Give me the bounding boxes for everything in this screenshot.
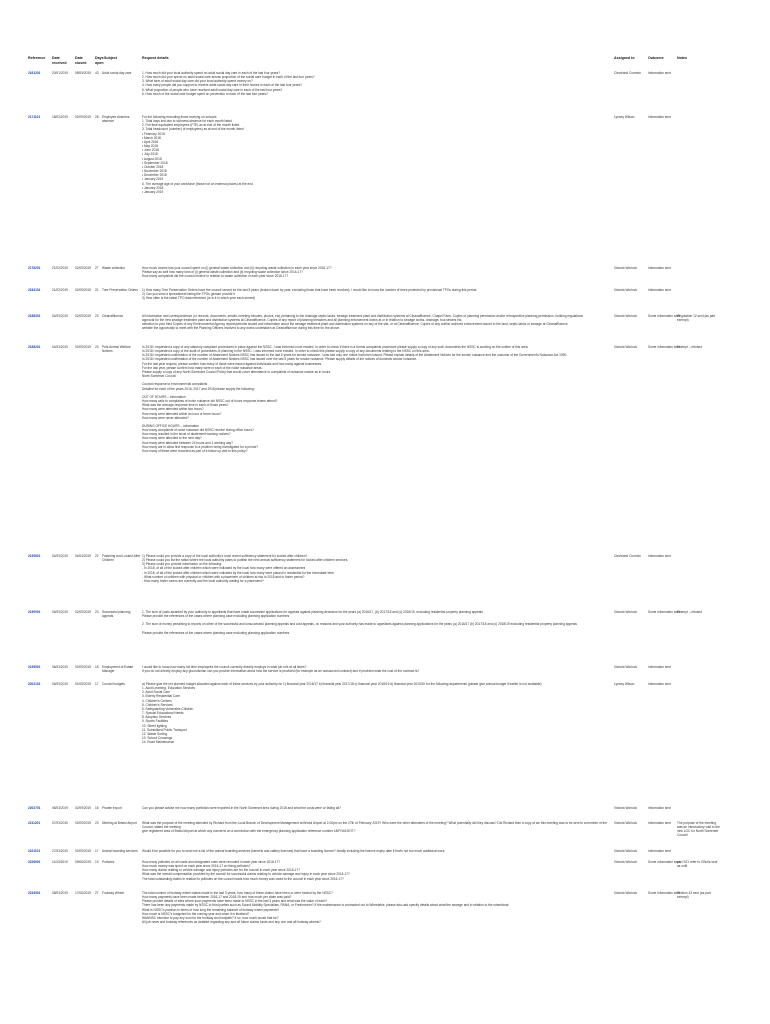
cell-date-received: 21/02/2019 [52,266,68,270]
cell-outcome: Some information sent [648,610,680,614]
cell-date-received: 04/03/2019 [52,554,68,558]
detail-line: • May 2018 [142,144,158,149]
detail-line: What is NSSC's position in terms of how long the remaining balance of footway wheel payments? [142,907,280,912]
cell-request-details [142,665,612,673]
cell-days-open: 43 [95,71,99,75]
cell-assigned-to: Victoria Worlock [614,806,637,810]
detail-line: For the last year request, please confirm how many of those were issued against individuals and how many against businesses. [142,361,323,366]
cell-request-details [142,821,612,833]
cell-reference: 2221101 [28,849,41,853]
cell-request-details [142,345,612,453]
detail-line: 1. The sum of costs awarded by your authority to appellants that have made successful applications for appeals against planning decisions for the years (a) 2016/17, (b) 2017/18 and (c) 2018/19, excluding residential property planning appeals [142,610,483,614]
cell-request-details [142,891,612,924]
cell-subject: Potholes [102,860,115,864]
detail-line: 1) Please could you provide a copy of the local authority's most recent sufficiency statement for looked after children? [142,554,308,558]
cell-reference: 2233901 [28,891,41,895]
header-assigned-to: Assigned to [614,56,635,60]
detail-line: 3) How often is the latest TPO data refreshed (or is it in which year each served) [142,296,256,301]
detail-line: Detailed for each of the years 2016, 2017 and 2018 please supply the following: [142,386,255,391]
cell-subject: Adult social day care [102,71,132,75]
cell-subject: Successful planning appeals [102,610,131,619]
cell-days-open: 28 [95,115,99,119]
cell-date-closed: 02/09/2019 [75,288,91,292]
detail-line: 4. How many people did you support to receive adult social day care in their homes in each of the last four years? [142,83,302,88]
header-outcome: Outcome [648,56,664,60]
cell-request-details [142,860,612,881]
detail-line: 9. Sports Facilities [142,719,169,724]
detail-line: Please provide the references of the cases where planning case excluding planning application numbers [142,630,290,635]
cell-assigned-to: Victoria Worlock [614,665,637,669]
detail-line: There has been any payments made by NSSC to third parties such as Sound Mobility Specialists, PAMA, or Freshmover? If the maintenance is contracted out to Wheelable, please also ask specify details about what the sewage and in relation to the wheelchair [142,903,509,908]
detail-line: 12. Waste Sorting [142,731,168,736]
cell-subject: Meeting at Bristol Airport [102,821,137,825]
detail-line: Council response to environmental complaints [142,382,208,387]
cell-outcome: Some information sent [648,314,680,318]
detail-line: 6. Safeguarding Vulnerable Children [142,706,194,711]
cell-date-closed: 02/09/2019 [75,665,91,669]
detail-line: I would like to know how many full time employees the council currently directly employs in what job role at all times? [142,665,307,669]
cell-date-closed: 02/09/2019 [75,314,91,318]
cell-request-details [142,610,612,635]
detail-line: • August 2018 [142,156,162,161]
cell-subject: Employee sickness absence [102,115,130,124]
cell-reference: 2202101 [28,682,41,686]
cell-days-open: 21 [95,288,99,292]
detail-line: How many were attended within two hours? [142,407,204,412]
cell-date-received: 21/02/2019 [52,288,68,292]
cell-notes: Exempt – refused [677,345,702,349]
cell-assigned-to: Victoria Worlock [614,610,637,614]
detail-line: • December 2018 [142,173,167,178]
detail-line: 1. Total days lost due to sickness absence for each month listed [142,119,232,124]
detail-line: 4. Children's Centres [142,698,172,703]
cell-date-closed: 02/09/2019 [75,345,91,349]
detail-line: In 2018 I requested a copy of any statutory complaint procedures in place against the NSSC. I was informed none existed. In order to check if there is a formal complaints procedure please supply a copy of any such documents the NSSC is working on the outline of this area. [142,345,529,349]
detail-line: 6. How much of the social care budget spent on prevention in each of the last four years? [142,91,268,96]
cell-days-open: 23 [95,610,99,614]
header-days-open: Days open [95,56,104,65]
detail-line: For the following excluding those working on schools [142,115,217,119]
cell-outcome: Information sent [648,821,671,825]
cell-date-closed: 02/09/2019 [75,821,91,825]
detail-line: 13. School Crossings [142,736,173,741]
cell-date-received: 04/03/2019 [52,314,68,318]
detail-line: How many were never attended? [142,415,189,420]
detail-line: WANNSC intention to pay any sum for the footway and footpath? If so, how much would that be? [142,915,279,920]
detail-line: • February 2018 [142,131,165,136]
cell-request-details [142,266,612,278]
detail-line: The total number of footway wheel claims made in the last 3 years, how many of these claims have been or were funded by the NSSC? [142,891,333,895]
cell-notes: part S21 refer to OSmis sent as unfit [677,860,718,869]
detail-line: 1) How many Tree Preservation Orders have the council served for the last 5 years (broken down by year, excluding those that have been revoked). I would like to know the number of trees protected by provisional TPOs during this period. [142,288,478,292]
detail-line: - How many foster carers are currently and the local authority waiting for a placement? [142,578,264,583]
cell-subject: Fostering and Looked After Children [102,554,141,563]
cell-assigned-to: Victoria Worlock [614,288,637,292]
detail-line: 2) Please could you list the ratios where the local authority plans to publish the next annual sufficiency statement for looked after children services. [142,558,349,563]
detail-line: How much tonnes has your council spent on (i) general waste collection and (ii) recycling waste collection in each year since 2016-17? [142,266,332,270]
detail-line: 3. What form of adult social day care did your local authority spend money on? [142,79,253,84]
detail-line: Please provide details of sites where such payments have been made to NSSC in the last 3 years and what was the value of each? [142,899,328,904]
detail-line: selection to your filed Copies of any Environmental Agency reports/permits issued and information about the sewage treatment plant and distribution systems on any of the site, or at Cleanaffluence. Copies of any outline archived enforcement issued to the land, septic tanks or sewage at Cleanaffluence. [142,322,569,327]
cell-notes: Regulation 12 sent (as part exempt) [677,314,716,323]
detail-line: 2. Full time equivalent employees (FTE) as at end of the month listed [142,123,240,128]
cell-assigned-to: Victoria Worlock [614,891,637,895]
cell-days-open: 17 [95,849,99,853]
cell-reference: 2161201 [28,71,41,75]
cell-date-closed: 02/09/2019 [75,806,91,810]
cell-request-details [142,71,612,96]
detail-line: In 2018 I requested confirmation of the number of Abatement Notices NSSC has issued over the last 5 years for smoke nuisance. Please supply details of the notices of domestic smoke nuisance. [142,357,417,362]
cell-outcome: Information sent [648,71,671,75]
cell-outcome: Information sent [648,554,671,558]
cell-assigned-to: Victoria Worlock [614,821,637,825]
detail-line: 5. Children's Services [142,702,173,707]
detail-line: • January 2019 [142,177,164,182]
detail-line: 2. Adult Social Care [142,690,170,695]
cell-date-closed: 02/09/2019 [75,849,91,853]
cell-subject: Animal boarding services [102,849,138,853]
cell-request-details [142,554,612,583]
detail-line: Please say as well how many tons of (i) general waste collection and (ii) recycling waste collection since 2016-17? [142,270,303,275]
cell-reference: 2190901 [28,610,41,614]
detail-line: Please provide the references of the cases where planning case excluding planning application numbers [142,614,290,619]
cell-request-details [142,115,612,194]
cell-days-open: 23 [95,821,99,825]
cell-reference: 2171101 [28,115,41,119]
cell-notes: Section 43 sent (as part exempt) [677,891,711,900]
cell-outcome: Information sent [648,665,671,669]
detail-line: 5. What proportion of people who have received adult social day care in each of the last four years? [142,87,283,92]
cell-assigned-to: Victoria Worlock [614,266,637,270]
detail-line: How many complaints of noise nuisance did NSSC receive during office hours? [142,428,254,433]
cell-assigned-to: Victoria Worlock [614,849,637,853]
detail-line: How many complaints did the council receive in relation to waste collection in each year since 2016-17? [142,274,289,279]
cell-request-details [142,806,612,810]
cell-date-received: 06/03/2019 [52,610,68,614]
detail-line: - In 2018, of all of the looked after children which were indicated by the local how many were placed in residential for the immediate term [142,570,335,575]
cell-subject: Footway Wheel [102,891,124,895]
header-notes: Notes [677,56,687,60]
detail-line: 7. Special Educational Needs [142,711,184,716]
header-reference: Reference [28,56,46,60]
cell-request-details [142,682,612,744]
cell-assigned-to: Cleveland Cummin [614,554,641,558]
detail-line: How many are in allow first response to a problem being investigated for a period? [142,444,259,449]
cell-outcome: Information sent [648,266,671,270]
cell-outcome: Information sent [648,115,671,119]
cell-assigned-to: Cleveland Cummin [614,71,641,75]
cell-subject: Waste collection [102,266,126,270]
detail-line: • July 2018 [142,152,158,157]
detail-line: 1. How much did your local authority spend on adult social day care in each of the last four years? [142,71,281,75]
detail-line: - In 2018, of all of the looked after children which were indicated by the local how many were offered an assessment [142,566,306,571]
cell-outcome: Some information sent [648,345,680,349]
cell-notes: The purpose of the meeting was an introductory visit to the new LGC for North Somerset Council [677,821,720,838]
cell-days-open: 23 [95,345,99,349]
header-request-details: Request details [142,56,169,60]
cell-notes: Exempt – refused [677,610,702,614]
cell-request-details [142,314,612,331]
cell-outcome: Information sent [648,682,671,686]
detail-line: a) Please give the net planned budget allocated against each of these services by your authority for 1) financial year 2016/17 b) financial year 2017/18 c) financial year 2018/19 d) financial year 2019/20 for the following departments (please give annual budget if earlier is not available): [142,682,543,686]
cell-assigned-to: Lynsey Wilson [614,115,635,119]
cell-days-open: 18 [95,665,99,669]
cell-date-received: 08/03/2019 [52,891,68,895]
cell-subject: Cleanaffluence [102,314,124,318]
cell-subject: Employment of Estate Manager [102,665,134,674]
detail-line: In 2018 I requested confirmation of the number of Abatement Notices NSSC has issued to the last 5 years for smoke nuisance. I was told only one notice had been issued. Please explain details of the Abatement Notices for the smoke nuisance and the outcome of the Government's Nuisance Act 1990. [142,353,568,358]
detail-line: Would it be possible for you to send me a list of the animal boarding services (kennels and cattery licenses) that have a boarding licence? Ideally including the licence expiry date if that's not too much additional work. [142,849,446,853]
detail-line: How many of these were recorded as part of a follow up visit to this policy? [142,448,248,453]
detail-line: In 2018 I requested a copy of the audit of procedures of planning in the NSSC. I was informed none existed. In order to check this please supply a copy of any documents relating to the NSSC on this area. [142,349,430,354]
cell-date-received: 27/03/2019 [52,849,68,853]
cell-days-open: 17 [95,682,99,686]
detail-line: • September 2018 [142,160,168,165]
detail-line: 8. Adoption Services [142,715,172,720]
detail-line: How many were attended between 24 hours and 1 working day? [142,440,233,445]
detail-line: 2) Can you send a spreadsheet listing the TPOs (please provide it [142,292,235,297]
detail-line: All job news and footway references as detailed regarding any and all future claims funds and any one and all footway wheels? [142,920,321,925]
detail-line: Can you please advise me how many portfolios were exported in the North Somerset area during 2018 and what the costs were or failing all? [142,806,341,810]
cell-days-open: 19 [95,860,99,864]
cell-subject: Pets Animal Welfare Notices [102,345,131,354]
detail-line: How many potholes on all roads and designated ones were recorded in each year since 2016-17? [142,860,281,864]
cell-request-details [142,849,612,853]
detail-line: 2. How much did your spend on adult social care across proportion of the social care budget in each of the last four years? [142,75,315,80]
cell-reference: 2199501 [28,665,41,669]
detail-line: 10. Street lighting [142,723,167,728]
cell-subject: Tree Preservation Orders [102,288,138,292]
detail-line: OUT OF HOURS – information [142,394,186,399]
cell-reference: 2190801 [28,554,41,558]
detail-line: For the last year, please confirm how many were in each of the noise nuisance areas. [142,365,263,370]
cell-date-closed: 04/04/2019 [75,554,91,558]
detail-line: • March 2018 [142,135,161,140]
cell-outcome: Some information sent [648,891,680,895]
cell-days-open: 27 [95,266,99,270]
cell-assigned-to: Victoria Worlock [614,314,637,318]
detail-line: • January 2018 [142,185,164,190]
detail-line: If you do not directly employ any groundsman can you provide information about how the service is provided (for example as an outsourced contract) and if provided what the cost of the contract is? [142,669,420,674]
cell-reference: 2202701 [28,806,41,810]
detail-line: approval for the new sewage treatment plant and distribution systems at Cleanaffluence. Copies of any report of planning breaches and all planning enforcement works at or in relation to sewage works, drainage, foul sewers etc, [142,318,463,323]
detail-line: How many were attended within an hour or three hours? [142,411,222,416]
detail-line: 2. The sum of money pertaining to reports on other of the successful and unsuccessful planning appeals and cost appeals, on reasons and your authority has made to appellants against planning applications for the years (a) 2016/17 (b) 2017/18 and (c) 2018/19 excluding residential property planning appeals [142,622,577,627]
detail-line: 14. Road Maintenance [142,740,175,745]
detail-line: The total outstanding claims in relation to potholes on the council roads how much money was owed to the council in each year since 2016-17? [142,876,344,881]
cell-outcome: Some information sent [648,860,680,864]
detail-line: • June 2018 [142,148,159,153]
detail-line: 1. Adult Learning, Education Services [142,686,195,691]
cell-days-open: 18 [95,806,99,810]
detail-line: • October 2018 [142,164,164,169]
cell-reference: 2211201 [28,821,41,825]
detail-line: All information and correspondence (or records, documents, emails, meeting minutes, photos, etc) pertaining to the drainage septic tanks, sewage treatment plant and distribution systems at Cleanaffluence, Chapel Farm. Copies of planning permission and/or retrospective planning permission, building regulations [142,314,583,318]
detail-line: 3) Please could you provide information on the following: [142,562,222,567]
cell-date-received: 04/03/2019 [52,345,68,349]
cell-date-closed: 01/05/2019 [75,682,91,686]
cell-reference: 2226901 [28,860,41,864]
detail-line: 11. Subsidised Public Transport [142,727,187,732]
detail-line: What was the average response time in each of those years? [142,403,229,408]
detail-line: How much money was spent on each year since 2016-17 on fixing potholes? [142,864,251,869]
detail-line: • November 2018 [142,169,167,174]
cell-reference: 2178201 [28,266,41,270]
detail-line: What was the overall compensation provided by the council for successful claims relating to vehicle damage and injury in each year since 2016-17? [142,872,350,877]
header-date-closed: Date closed [75,56,87,65]
cell-assigned-to: Victoria Worlock [614,345,637,349]
detail-line: How many claims relating to vehicle damage and injury potholes are for the council in each year since 2016-17? [142,868,300,873]
cell-days-open: 27 [95,891,99,895]
cell-date-closed: 02/09/2019 [75,610,91,614]
cell-date-closed: 02/09/2019 [75,115,91,119]
detail-line: 3. Elderly Residential Care [142,694,180,699]
cell-outcome: Information sent [648,288,671,292]
detail-line: DURING OFFICE HOURS – information [142,423,199,428]
cell-days-open: 23 [95,314,99,318]
header-date-received: Date received [52,56,67,65]
cell-date-closed: 05/09/2019 [75,71,91,75]
detail-line: 3. Total headcount (number) of employees) as at end of the month listed [142,127,244,132]
detail-line: North Somerset Council [142,374,176,379]
detail-line: • April 2018 [142,139,159,144]
cell-reference: 2184101 [28,288,41,292]
detail-line: What was the purpose of the meeting attended by Richard from the Local Branch of Development Management at Bristol Airport at 2.00pm on the 27th of February 2019? Who were the other attendees of the meeting? What potentially did they discuss? Did Richard then a copy of we this meeting was to be sent to a member of the Council, stated the meeting [142,821,608,830]
detail-line: How many payments have been made between 2016-17 and 2018-19 and how much per claim was paid? [142,895,292,900]
cell-date-closed: 17/06/2019 [75,891,91,895]
cell-reference: 2188201 [28,345,41,349]
cell-reference: 2188301 [28,314,41,318]
cell-date-received: 06/03/2019 [52,665,68,669]
cell-subject: Private export [102,806,122,810]
cell-date-closed: 02/09/2019 [75,266,91,270]
cell-assigned-to: Victoria Worlock [614,860,637,864]
cell-date-received: 06/03/2019 [52,806,68,810]
cell-date-received: 18/02/2019 [52,115,68,119]
detail-line: How many calls to complaints of noise nuisance did NSSC out of hours response teams attend? [142,399,278,404]
cell-outcome: Information sent [648,806,671,810]
header-subject: Subject [104,56,117,60]
cell-date-received: 11/03/2019 [52,860,68,864]
cell-assigned-to: Lynsey Wilson [614,682,635,686]
cell-date-closed: 09/06/2019 [75,860,91,864]
detail-line: • January 2019 [142,189,164,194]
cell-outcome: Information sent [648,849,671,853]
detail-line: 4. The average age of your workforce (those not on external places) at the end [142,181,253,186]
cell-days-open: 22 [95,554,99,558]
detail-line: How much is NSSC's budgeted for the coming year and when it is finalised? [142,911,250,916]
detail-line: website the opportunity to meet with the Planning Officers involved to any works undertaken at Cleanaffluence during this time for the above. [142,326,340,331]
cell-request-details [142,288,612,300]
detail-line: - What number of children with physical or children with a placement of children at risk in 2018 and in foster period? [142,574,305,579]
cell-subject: Council budgets [102,682,125,686]
cell-date-received: 20/01/2019 [52,71,68,75]
detail-line: Please supply a copy of any North Somerset Council Policy that would cover attendance to complaints of nuisance smoke as in hours. [142,369,332,374]
cell-date-received: 07/03/2019 [52,821,68,825]
detail-line: give registered area of Bristol Airport at which any concerns on a connection with the emergency planning application reference number 18/P/1619/OT? [142,829,356,834]
detail-line: How many were attended to the next day? [142,436,202,441]
detail-line: How many resulted in the issue of abatement warning notices? [142,432,231,437]
cell-date-received: 06/03/2019 [52,682,68,686]
